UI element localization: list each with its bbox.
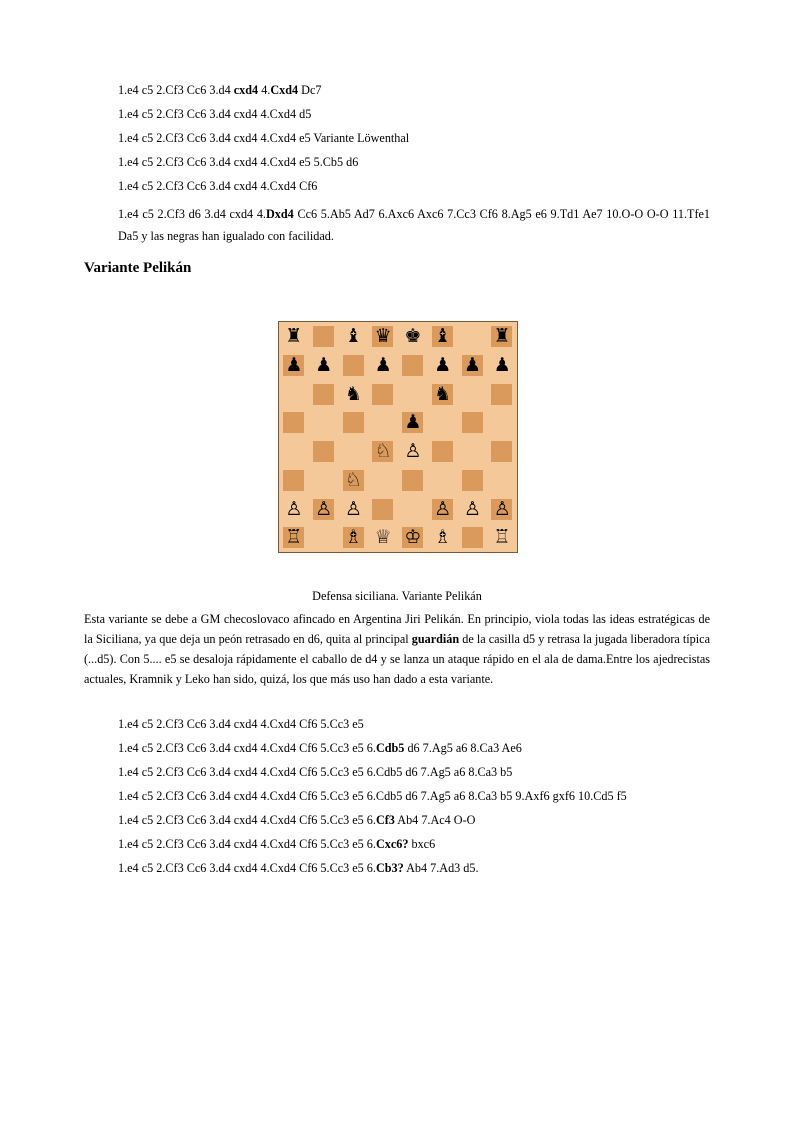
- black-pawn-icon: ♟: [285, 353, 303, 376]
- black-bishop-icon: ♝: [344, 325, 362, 347]
- square-fill: [432, 441, 453, 462]
- board-square: [368, 408, 398, 437]
- board-square: [458, 523, 488, 552]
- square-fill: [402, 355, 423, 376]
- variation-line: [118, 179, 317, 194]
- board-square: [368, 322, 398, 351]
- square-fill: [462, 326, 483, 347]
- square-fill: [313, 527, 334, 548]
- black-pawn-icon: ♟: [374, 353, 392, 376]
- board-square: [309, 466, 339, 495]
- text-run: 1.e4 c5 2.Cf3 Cc6 3.d4 cxd4 4.Cxd4 Cf6 5.Cc3 e5 6.: [118, 813, 376, 827]
- square-fill: [491, 384, 512, 405]
- board-square: [309, 322, 339, 351]
- board-square: [279, 351, 309, 380]
- board-square: [309, 351, 339, 380]
- board-square: [487, 437, 517, 466]
- board-square: [279, 437, 309, 466]
- variation-line: [118, 717, 364, 732]
- board-square: [398, 523, 428, 552]
- board-square: [309, 408, 339, 437]
- text-run: 1.e4 c5 2.Cf3 Cc6 3.d4 cxd4 4.Cxd4 Cf6 5.Cc3 e5 6.: [118, 861, 376, 875]
- board-square: [279, 322, 309, 351]
- text-run: 1.e4 c5 2.Cf3 Cc6 3.d4 cxd4 4.Cxd4 Cf6 5.Cc3 e5 6.Cdb5 d6 7.Ag5 a6 8.Ca3 b5 9.Axf6 gxf6 10.Cd5 f5: [118, 789, 627, 803]
- board-square: [368, 495, 398, 524]
- bold-move: guardián: [411, 632, 460, 646]
- bold-move: cxd4: [233, 83, 259, 97]
- board-square: [398, 408, 428, 437]
- text-run: 1.e4 c5 2.Cf3 Cc6 3.d4 cxd4 4.Cxd4 d5: [118, 107, 312, 121]
- text-run: 1.e4 c5 2.Cf3 Cc6 3.d4 cxd4 4.Cxd4 Cf6 5.Cc3 e5: [118, 717, 364, 731]
- square-fill: [313, 470, 334, 491]
- board-square: [428, 322, 458, 351]
- text-run: Dc7: [298, 83, 322, 97]
- square-fill: [462, 470, 483, 491]
- square-fill: [402, 470, 423, 491]
- board-square: [398, 466, 428, 495]
- square-fill: [491, 470, 512, 491]
- text-run: 1.e4 c5 2.Cf3 Cc6 3.d4 cxd4 4.Cxd4 Cf6 5.Cc3 e5 6.: [118, 837, 376, 851]
- variation-line: [118, 83, 321, 98]
- text-run: 1.e4 c5 2.Cf3 Cc6 3.d4 cxd4 4.Cxd4 e5 Variante Löwenthal: [118, 131, 410, 145]
- board-square: [487, 523, 517, 552]
- text-run: 1.e4 c5 2.Cf3 d6 3.d4 cxd4 4.: [118, 207, 266, 221]
- variation-line: [118, 155, 358, 170]
- square-fill: [313, 412, 334, 433]
- text-run: 1.e4 c5 2.Cf3 Cc6 3.d4 cxd4 4.Cxd4 Cf6 5.Cc3 e5 6.: [118, 741, 376, 755]
- white-pawn-icon: ♙: [285, 497, 303, 520]
- bold-move: Dxd4: [265, 207, 294, 221]
- white-pawn-icon: ♙: [463, 497, 481, 520]
- square-fill: [462, 384, 483, 405]
- board-square: [487, 322, 517, 351]
- black-queen-icon: ♛: [374, 325, 392, 347]
- white-queen-icon: ♕: [374, 526, 392, 549]
- bold-move: Cb3?: [375, 861, 404, 875]
- board-square: [398, 495, 428, 524]
- board-square: [368, 466, 398, 495]
- square-fill: [462, 412, 483, 433]
- board-square: [458, 466, 488, 495]
- board-square: [487, 495, 517, 524]
- variation-line: [118, 741, 522, 756]
- board-square: [428, 437, 458, 466]
- square-fill: [372, 384, 393, 405]
- square-fill: [462, 441, 483, 462]
- black-pawn-icon: ♟: [404, 411, 422, 434]
- black-bishop-icon: ♝: [434, 325, 452, 347]
- board-square: [279, 380, 309, 409]
- board-square: [368, 351, 398, 380]
- black-pawn-icon: ♟: [315, 353, 333, 376]
- board-square: [398, 351, 428, 380]
- variation-line: [118, 107, 311, 122]
- diagram-caption: Defensa siciliana. Variante Pelikán: [312, 589, 482, 603]
- black-pawn-icon: ♟: [463, 353, 481, 376]
- bold-move: Cxc6?: [375, 837, 409, 851]
- variation-line: [118, 203, 710, 247]
- square-fill: [432, 412, 453, 433]
- black-rook-icon: ♜: [493, 325, 511, 347]
- black-pawn-icon: ♟: [493, 353, 511, 376]
- white-king-icon: ♔: [404, 526, 422, 549]
- white-pawn-icon: ♙: [344, 497, 362, 520]
- white-knight-icon: ♘: [374, 440, 392, 462]
- text-run: Ab4 7.Ad3 d5.: [403, 861, 479, 875]
- black-rook-icon: ♜: [285, 325, 303, 347]
- board-square: [428, 523, 458, 552]
- board-square: [398, 380, 428, 409]
- square-fill: [462, 527, 483, 548]
- board-square: [279, 495, 309, 524]
- board-square: [309, 495, 339, 524]
- variation-line: [118, 837, 435, 852]
- text-run: 4.: [258, 83, 271, 97]
- board-square: [428, 351, 458, 380]
- board-square: [339, 437, 369, 466]
- board-square: [428, 408, 458, 437]
- board-square: [368, 380, 398, 409]
- board-square: [398, 322, 428, 351]
- board-square: [339, 351, 369, 380]
- board-square: [339, 466, 369, 495]
- board-square: [339, 523, 369, 552]
- square-fill: [283, 384, 304, 405]
- square-fill: [402, 499, 423, 520]
- board-square: [458, 380, 488, 409]
- board-square: [428, 380, 458, 409]
- bold-move: Cdb5: [375, 741, 405, 755]
- square-fill: [283, 470, 304, 491]
- board-square: [339, 380, 369, 409]
- board-square: [368, 437, 398, 466]
- square-fill: [313, 326, 334, 347]
- text-run: Ab4 7.Ac4 O-O: [394, 813, 476, 827]
- board-square: [309, 523, 339, 552]
- white-pawn-icon: ♙: [493, 497, 511, 520]
- chess-diagram: [278, 321, 518, 553]
- board-square: [339, 322, 369, 351]
- square-fill: [372, 499, 393, 520]
- board-square: [368, 523, 398, 552]
- square-fill: [313, 384, 334, 405]
- text-run: bxc6: [408, 837, 436, 851]
- square-fill: [372, 412, 393, 433]
- text-run: d6 7.Ag5 a6 8.Ca3 Ae6: [404, 741, 522, 755]
- board-square: [428, 495, 458, 524]
- black-pawn-icon: ♟: [434, 353, 452, 376]
- variation-line: [118, 813, 475, 828]
- square-fill: [283, 412, 304, 433]
- white-knight-icon: ♘: [344, 468, 362, 491]
- text-run: Cc6 5.Ab5 Ad7 6.Axc6 Axc6 7.Cc3 Cf6 8.Ag5 e6 9.Td1 Ae7 10.O-O O-O 11.Tfe1 Da5 y las negras han igualado con facilidad.: [118, 207, 711, 243]
- board-square: [487, 351, 517, 380]
- text-run: de la casilla d5 y retrasa la jugada liberadora típica (...d5). Con 5.... e5 se desaloja rápidamente el caballo de d4 y se lanza un ataque rápido en el ala de dama.Entre los ajedrecistas actuales, Kramnik y Leko han sido, quizá, los que más uso han dado a esta variante.: [84, 632, 710, 686]
- white-bishop-icon: ♗: [434, 526, 452, 549]
- white-rook-icon: ♖: [493, 526, 511, 549]
- variation-line: [118, 789, 627, 804]
- board-square: [339, 495, 369, 524]
- white-pawn-icon: ♙: [434, 497, 452, 520]
- text-run: 1.e4 c5 2.Cf3 Cc6 3.d4: [118, 83, 234, 97]
- text-run: 1.e4 c5 2.Cf3 Cc6 3.d4 cxd4 4.Cxd4 Cf6 5.Cc3 e5 6.Cdb5 d6 7.Ag5 a6 8.Ca3 b5: [118, 765, 513, 779]
- chess-board: [279, 322, 517, 552]
- text-run: Esta variante se debe a GM checoslovaco afincado en Argentina Jiri Pelikán. En principio, viola todas las ideas estratégicas de la Siciliana, ya que deja un peón retrasado en d6, quita al principal: [84, 612, 710, 646]
- square-fill: [432, 470, 453, 491]
- board-square: [309, 380, 339, 409]
- square-fill: [402, 384, 423, 405]
- board-square: [487, 466, 517, 495]
- board-square: [458, 437, 488, 466]
- body-paragraph: [84, 609, 710, 689]
- square-fill: [313, 441, 334, 462]
- board-square: [487, 380, 517, 409]
- board-square: [279, 523, 309, 552]
- square-fill: [343, 441, 364, 462]
- square-fill: [283, 441, 304, 462]
- white-pawn-icon: ♙: [404, 440, 422, 462]
- white-pawn-icon: ♙: [315, 497, 333, 520]
- section-heading: Variante Pelikán: [84, 260, 192, 276]
- white-bishop-icon: ♗: [344, 526, 362, 549]
- variation-line: [118, 861, 479, 876]
- board-square: [279, 466, 309, 495]
- white-rook-icon: ♖: [285, 526, 303, 549]
- board-square: [339, 408, 369, 437]
- board-square: [458, 408, 488, 437]
- board-square: [428, 466, 458, 495]
- bold-move: Cf3: [375, 813, 395, 827]
- board-square: [279, 408, 309, 437]
- board-square: [487, 408, 517, 437]
- black-king-icon: ♚: [404, 325, 422, 347]
- square-fill: [343, 412, 364, 433]
- variation-line: [118, 765, 512, 780]
- square-fill: [372, 470, 393, 491]
- text-run: 1.e4 c5 2.Cf3 Cc6 3.d4 cxd4 4.Cxd4 Cf6: [118, 179, 318, 193]
- square-fill: [491, 441, 512, 462]
- square-fill: [491, 412, 512, 433]
- board-square: [458, 351, 488, 380]
- bold-move: Cxd4: [270, 83, 299, 97]
- variation-line: [118, 131, 409, 146]
- black-knight-icon: ♞: [434, 382, 452, 405]
- board-square: [309, 437, 339, 466]
- black-knight-icon: ♞: [344, 382, 362, 405]
- board-square: [398, 437, 428, 466]
- text-run: 1.e4 c5 2.Cf3 Cc6 3.d4 cxd4 4.Cxd4 e5 5.Cb5 d6: [118, 155, 359, 169]
- square-fill: [343, 355, 364, 376]
- board-square: [458, 495, 488, 524]
- board-square: [458, 322, 488, 351]
